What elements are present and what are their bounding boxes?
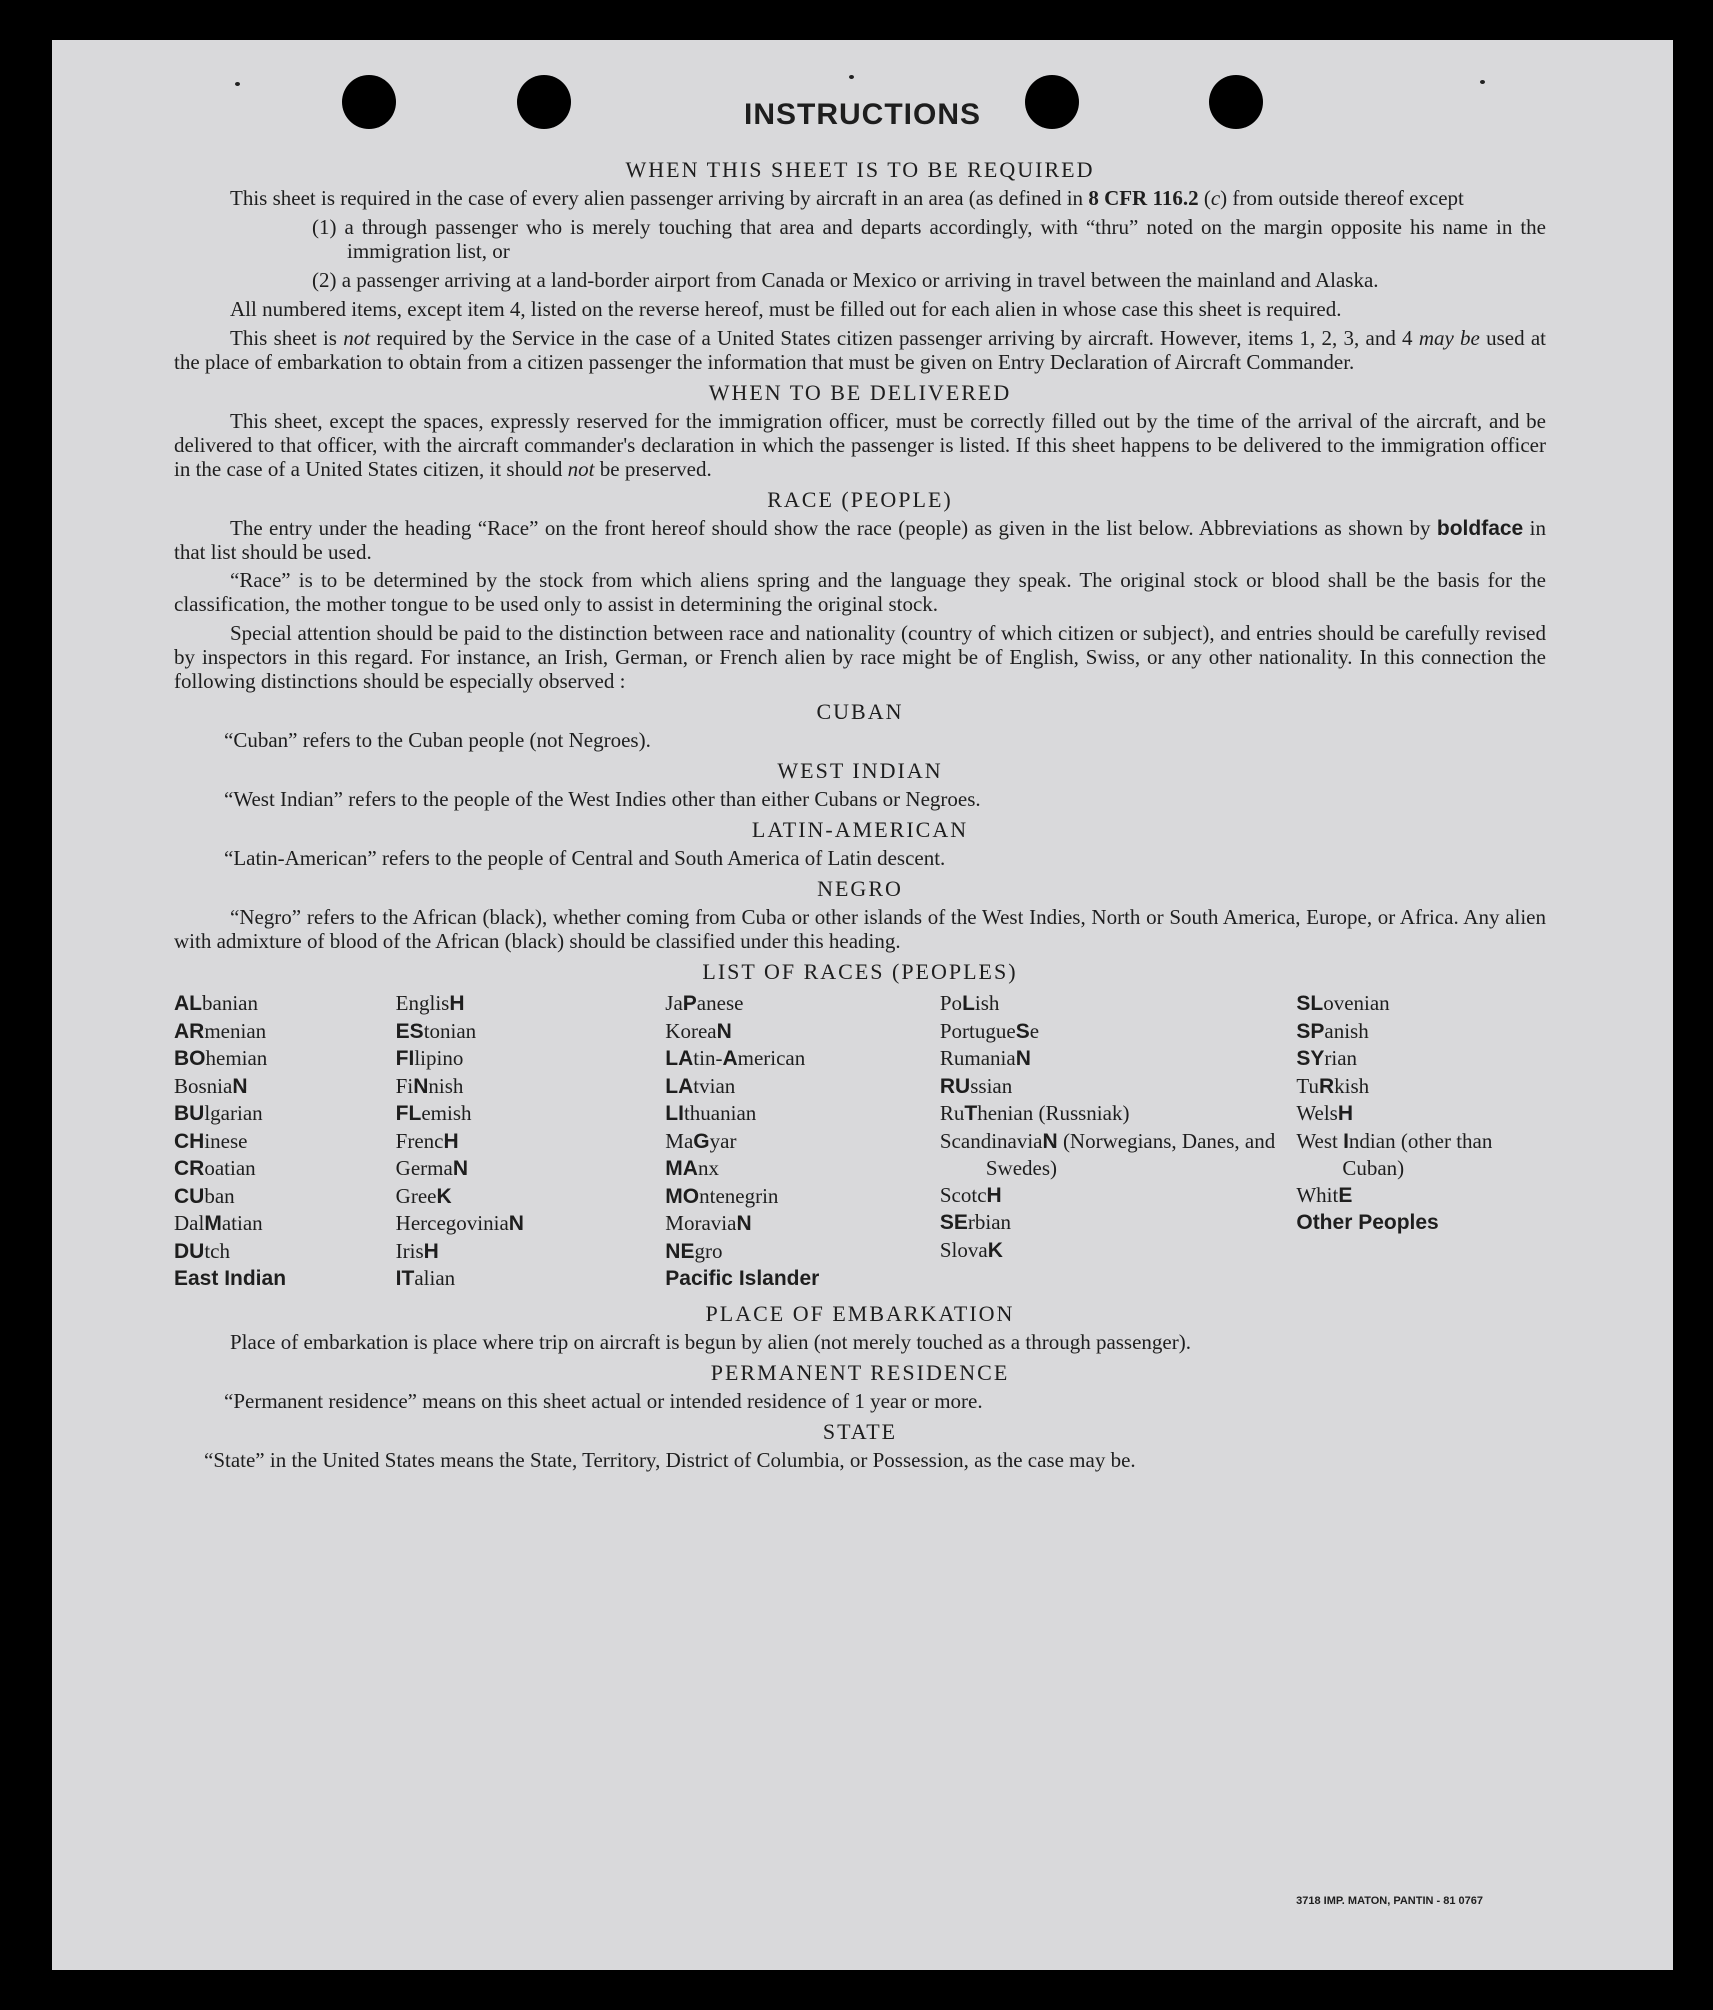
races-column	[940, 990, 1296, 1293]
race-entry: ALbanian	[174, 991, 258, 1016]
instruction-sheet	[52, 40, 1673, 1970]
text: This sheet is required in the case of every alien passenger arriving by aircraft in an area (as defined in	[230, 186, 1089, 211]
text-italic: not	[567, 456, 595, 481]
race-entry: MoraviaN	[665, 1211, 752, 1236]
definition: Place of embarkation is place where trip on aircraft is begun by alien (not merely touched as a through passenger).	[230, 1329, 1191, 1354]
exception-item: (2) a passenger arriving at a land-border airport from Canada or Mexico or arriving in travel between the mainland and Alaska.	[312, 267, 1379, 292]
paragraph	[174, 410, 1546, 482]
paragraph: All numbered items, except item 4, listed on the reverse hereof, must be filled out for each alien in whose case this sheet is required.	[230, 296, 1342, 321]
race-entry: BUlgarian	[174, 1101, 263, 1126]
race-entry: MAnx	[665, 1156, 719, 1181]
text: This sheet, except the spaces, expressly reserved for the immigration officer, must be correctly filled out by the time of the arrival of the aircraft, and be delivered to that officer, with the aircraft commander's declaration in which the passenger is listed. If this sheet happens to be delivered to the immigration officer in the case of a United States citizen, it should	[174, 408, 1546, 481]
race-entry: DalMatian	[174, 1211, 263, 1236]
race-entry: CRoatian	[174, 1156, 256, 1181]
race-entry: DUtch	[174, 1238, 230, 1263]
races-column	[396, 990, 666, 1293]
race-entry: East Indian	[174, 1267, 287, 1291]
race-entry: FIlipino	[395, 1046, 464, 1071]
race-entry: NEgro	[665, 1238, 723, 1263]
definition: “Latin-American” refers to the people of Central and South America of Latin descent.	[224, 846, 946, 871]
section-heading: LIST OF RACES (PEOPLES)	[702, 959, 1018, 985]
race-entry: WhitE	[1296, 1182, 1353, 1207]
race-entry: ARmenian	[174, 1018, 267, 1043]
races-column	[665, 990, 940, 1293]
race-entry: West Indian (other than Cuban)	[1296, 1128, 1493, 1181]
race-entry: MaGyar	[665, 1128, 737, 1153]
race-entry: ITalian	[395, 1266, 456, 1291]
text: in that list should be used.	[174, 515, 1546, 564]
race-entry: CHinese	[174, 1128, 248, 1153]
race-entry: RUssian	[939, 1073, 1013, 1098]
section-heading: PLACE OF EMBARKATION	[705, 1300, 1015, 1326]
text: required by the Service in the case of a United States citizen passenger arriving by aircraft. However, items 1, 2, 3, and 4	[370, 325, 1419, 350]
race-entry: IrisH	[395, 1238, 439, 1263]
section-heading: WEST INDIAN	[777, 758, 943, 784]
race-entry: ScotcH	[939, 1182, 1002, 1207]
race-entry: RumaniaN	[939, 1046, 1031, 1071]
race-entry: WelsH	[1296, 1101, 1353, 1126]
paragraph: “Race” is to be determined by the stock from which aliens spring and the language they speak. The original stock or blood shall be the basis for the classification, the mother tongue to be used only to assist in determining the original stock.	[174, 568, 1546, 617]
text-bold: boldface	[1436, 516, 1524, 540]
race-entry: LIthuanian	[665, 1101, 757, 1126]
race-entry: SYrian	[1296, 1046, 1358, 1071]
text: ) from outside thereof except	[1220, 186, 1464, 211]
printer-imprint: 3718 IMP. MATON, PANTIN - 81 0767	[1296, 1895, 1483, 1908]
race-entry: Pacific Islander	[665, 1267, 820, 1291]
race-entry: BOhemian	[174, 1046, 268, 1071]
definition: “Permanent residence” means on this sheet actual or intended residence of 1 year or more.	[224, 1388, 983, 1413]
speck	[1480, 80, 1485, 84]
race-entry: LAtin-American	[665, 1046, 806, 1071]
race-entry: JaPanese	[665, 991, 744, 1016]
races-column	[1296, 990, 1546, 1293]
text: The entry under the heading “Race” on the front hereof should show the race (people) as given in the list below. Abbreviations as shown by	[230, 515, 1437, 540]
section-heading: WHEN TO BE DELIVERED	[708, 379, 1012, 405]
race-entry: HercegoviniaN	[395, 1211, 524, 1236]
race-entry: FiNnish	[395, 1073, 464, 1098]
text-italic: may be	[1418, 325, 1480, 350]
race-entry: SPanish	[1296, 1018, 1369, 1043]
race-entry: EStonian	[395, 1018, 477, 1043]
text-italic: not	[343, 325, 371, 350]
race-entry: ScandinaviaN (Norwegians, Danes, and Swedes)	[939, 1128, 1276, 1181]
speck	[235, 82, 240, 86]
section-heading: STATE	[822, 1418, 898, 1444]
race-entry: FLemish	[395, 1101, 472, 1126]
text: This sheet is	[230, 325, 344, 350]
race-entry: MOntenegrin	[665, 1183, 779, 1208]
race-entry: Other Peoples	[1296, 1211, 1439, 1235]
races-list	[174, 990, 1546, 1293]
instructions-body	[174, 152, 1546, 1478]
section-heading: RACE (PEOPLE)	[767, 486, 953, 512]
race-entry: GermaN	[395, 1156, 468, 1181]
race-entry: FrencH	[395, 1128, 459, 1153]
section-heading: LATIN-AMERICAN	[751, 817, 969, 843]
paragraph: Special attention should be paid to the distinction between race and nationality (country of which citizen or subject), and entries should be carefully revised by inspectors in this regard. For instance, an Irish, German, or French alien by race might be of English, Swiss, or any other nationality. In this connection the following distinctions should be especially observed :	[174, 621, 1546, 694]
speck	[849, 75, 854, 79]
paragraph	[174, 517, 1546, 565]
race-entry: CUban	[174, 1183, 235, 1208]
paragraph	[174, 187, 1546, 211]
race-entry: SlovaK	[939, 1237, 1003, 1262]
definition: “West Indian” refers to the people of the West Indies other than either Cubans or Negroes.	[224, 787, 981, 812]
definition: “Negro” refers to the African (black), whether coming from Cuba or other islands of the West Indies, North or South America, Europe, or Africa. Any alien with admixture of blood of the African (black) should be classified under this heading.	[174, 905, 1546, 954]
text-bold: 8 CFR 116.2	[1088, 186, 1199, 211]
definition: “State” in the United States means the State, Territory, District of Columbia, or Possession, as the case may be.	[204, 1447, 1136, 1472]
paragraph	[174, 327, 1546, 375]
race-entry: PortugueSe	[939, 1018, 1040, 1043]
text: (	[1198, 186, 1211, 211]
race-entry: KoreaN	[665, 1018, 732, 1043]
race-entry: LAtvian	[665, 1073, 736, 1098]
text: used at the place of embarkation to obtain from a citizen passenger the information that must be given on Entry Declaration of Aircraft Commander.	[174, 325, 1547, 374]
section-heading: CUBAN	[816, 699, 904, 725]
race-entry: PoLish	[939, 991, 1000, 1016]
page-title: INSTRUCTIONS	[744, 98, 981, 131]
race-entry: RuThenian (Russniak)	[939, 1101, 1130, 1126]
section-heading: PERMANENT RESIDENCE	[710, 1359, 1010, 1385]
section-heading: WHEN THIS SHEET IS TO BE REQUIRED	[625, 157, 1095, 182]
definition: “Cuban” refers to the Cuban people (not Negroes).	[224, 728, 651, 753]
race-entry: BosniaN	[174, 1073, 248, 1098]
section-heading: NEGRO	[817, 876, 903, 902]
race-entry: TuRkish	[1296, 1073, 1370, 1098]
text-italic: c	[1210, 186, 1221, 211]
text: be preserved.	[594, 456, 712, 481]
race-entry: SErbian	[939, 1210, 1012, 1235]
races-column	[174, 990, 396, 1293]
race-entry: SLovenian	[1296, 991, 1390, 1016]
exception-item: (1) a through passenger who is merely touching that area and departs accordingly, with “thru” noted on the margin opposite his name in the immigration list, or	[312, 215, 1546, 263]
race-entry: GreeK	[395, 1183, 452, 1208]
race-entry: EnglisH	[395, 991, 465, 1016]
